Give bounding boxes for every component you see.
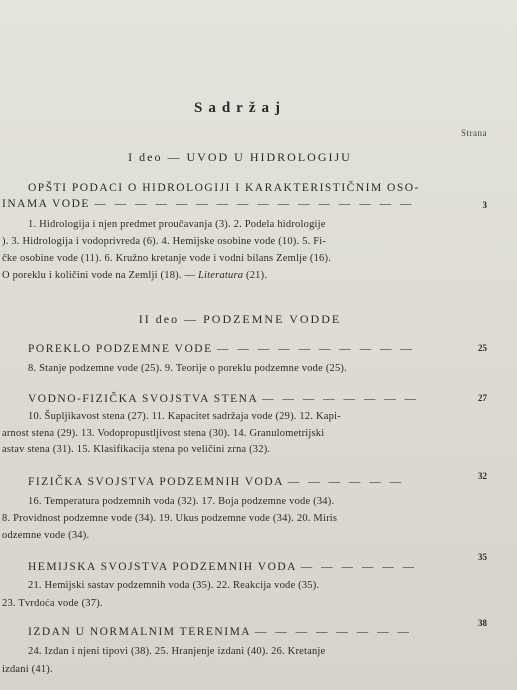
part-heading: II deo — PODZEMNE VODDE xyxy=(138,312,342,326)
page-number: 27 xyxy=(478,393,487,403)
toc-line: odzemne vode (34). xyxy=(2,530,90,541)
toc-line: 8. Providnost podzemne vode (34). 19. Ukus podzemne vode (34). 20. Miris xyxy=(2,513,338,524)
leader-dashes: — — — — — — xyxy=(300,561,418,573)
leader-dashes: — — — — — — — — — — — — — — — — xyxy=(94,198,415,210)
section-heading-text: IZDAN U NORMALNIM TERENIMA xyxy=(28,626,251,638)
toc-line: 8. Stanje podzemne vode (25). 9. Teorije o poreklu podzemne vode (25). xyxy=(28,363,347,374)
section-heading xyxy=(0,626,517,638)
toc-line-text: O poreklu i količini vode na Zemlji (18). — xyxy=(2,270,196,281)
page-number: 32 xyxy=(478,471,487,481)
toc-line: izdani (41). xyxy=(2,664,53,675)
section-heading-text: POREKLO PODZEMNE VODE xyxy=(28,343,213,355)
section-heading xyxy=(0,343,517,355)
page-number: 35 xyxy=(478,552,487,562)
page-column-label: Strana xyxy=(461,128,487,138)
toc-line: 23. Tvrdoća vode (37). xyxy=(2,598,103,609)
section-heading xyxy=(0,182,517,194)
part-heading: I deo — UVOD U HIDROLOGIJU xyxy=(128,150,352,164)
toc-line: čke osobine vode (11). 6. Kružno kretanje vode i vodni bilans Zemlje (16). xyxy=(2,253,332,264)
section-heading xyxy=(0,393,517,405)
toc-line-text: (21). xyxy=(246,270,268,281)
section-heading-text: VODNO-FIZIČKA SVOJSTVA STENA xyxy=(28,393,258,405)
toc-line: 24. Izdan i njeni tipovi (38). 25. Hranjenje izdani (40). 26. Kretanje xyxy=(28,646,326,657)
section-heading xyxy=(0,476,517,488)
section-heading-text: HEMIJSKA SVOJSTVA PODZEMNIH VODA xyxy=(28,561,297,573)
page-title: Sadržaj xyxy=(194,100,286,116)
toc-line: 1. Hidrologija i njen predmet proučavanja (3). 2. Podela hidrologije xyxy=(28,219,326,230)
leader-dashes: — — — — — — — — xyxy=(262,393,420,405)
toc-line: 16. Temperatura podzemnih voda (32). 17. Boja podzemne vode (34). xyxy=(28,496,335,507)
toc-line xyxy=(0,270,512,281)
section-heading xyxy=(0,561,517,573)
leader-dashes: — — — — — — — — xyxy=(254,626,412,638)
page-number: 25 xyxy=(478,343,487,353)
leader-dashes: — — — — — — — — — — xyxy=(217,343,415,355)
page-number: 38 xyxy=(478,618,487,628)
toc-line: astav stena (31). 15. Klasifikacija stena po veličini zrna (32). xyxy=(2,444,271,455)
page-number: 3 xyxy=(482,200,487,210)
toc-line: ). 3. Hidrologija i vodoprivreda (6). 4. Hemijske osobine vode (10). 5. Fi- xyxy=(2,236,327,247)
section-heading-cont xyxy=(0,198,492,210)
toc-line: 10. Šupljikavost stena (27). 11. Kapacitet sadržaja vode (29). 12. Kapi- xyxy=(28,411,341,422)
section-heading-text: FIZIČKA SVOJSTVA PODZEMNIH VODA xyxy=(28,476,284,488)
literature-ref: Literatura xyxy=(198,270,244,281)
toc-line: arnost stena (29). 13. Vodopropustljivost stena (30). 14. Granulometrijski xyxy=(2,428,325,439)
section-heading-text: OPŠTI PODACI O HIDROLOGIJI I KARAKTERISTIČNIM OSO- xyxy=(28,182,420,194)
toc-line: 21. Hemijski sastav podzemnih voda (35). 22. Reakcija vode (35). xyxy=(28,580,320,591)
section-heading-text: INAMA VODE xyxy=(2,198,90,210)
leader-dashes: — — — — — — xyxy=(287,476,405,488)
